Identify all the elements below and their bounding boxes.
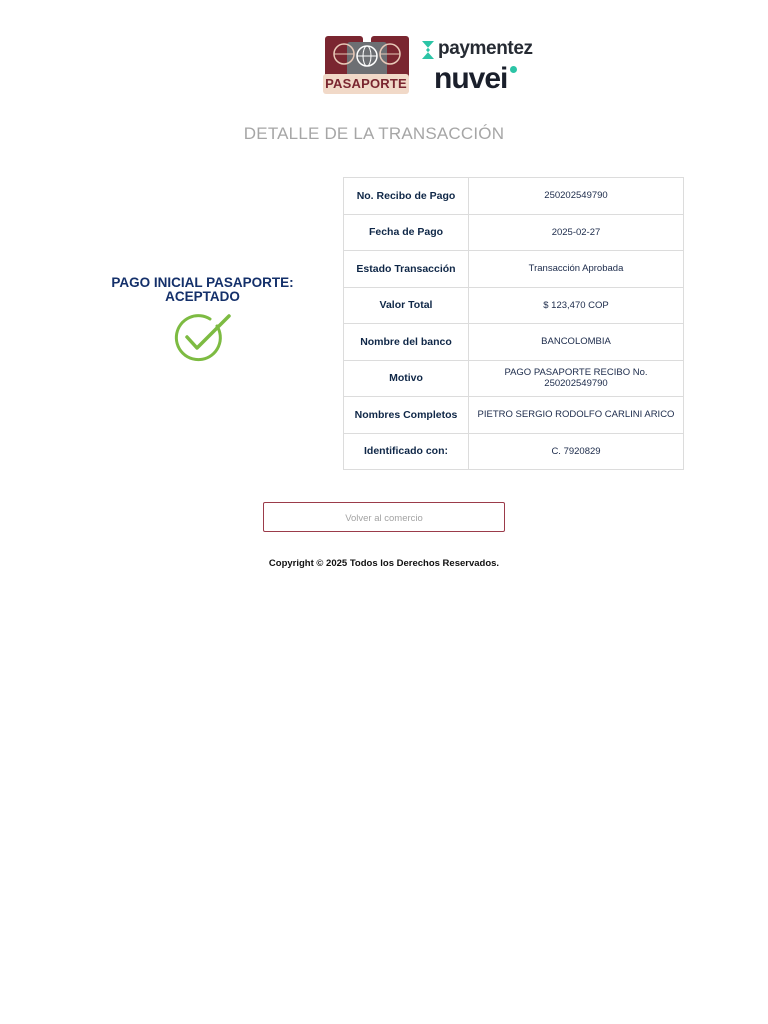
- detail-value: 2025-02-27: [469, 214, 684, 251]
- table-row: [344, 324, 684, 361]
- detail-label: No. Recibo de Pago: [344, 178, 469, 215]
- table-row: [344, 178, 684, 215]
- status-title: PAGO INICIAL PASAPORTE:: [111, 275, 294, 290]
- detail-value: PIETRO SERGIO RODOLFO CARLINI ARICO: [469, 397, 684, 434]
- detail-label: Estado Transacción: [344, 251, 469, 288]
- detail-value: C. 7920829: [469, 433, 684, 470]
- table-row: [344, 360, 684, 397]
- transaction-details-table: [343, 177, 684, 470]
- detail-value: Transacción Aprobada: [469, 251, 684, 288]
- detail-label: Fecha de Pago: [344, 214, 469, 251]
- detail-label: Valor Total: [344, 287, 469, 324]
- table-row: [344, 287, 684, 324]
- pasaporte-logo-text: PASAPORTE: [323, 74, 409, 94]
- status-result: ACEPTADO: [165, 289, 240, 304]
- paymentez-logo-text: paymentez: [438, 38, 533, 59]
- copyright-footer: Copyright © 2025 Todos los Derechos Reservados.: [268, 558, 500, 569]
- logos-header: [320, 30, 542, 106]
- nuvei-dot-icon: [510, 66, 517, 73]
- back-to-merchant-button[interactable]: Volver al comercio: [263, 502, 505, 532]
- table-row: [344, 397, 684, 434]
- page-title: DETALLE DE LA TRANSACCIÓN: [243, 124, 505, 143]
- table-row: [344, 214, 684, 251]
- detail-value: PAGO PASAPORTE RECIBO No. 250202549790: [469, 360, 684, 397]
- table-row: [344, 251, 684, 288]
- transaction-details-body: [344, 178, 684, 470]
- paymentez-mark-icon: [422, 41, 434, 59]
- check-circle-icon: [173, 312, 233, 362]
- detail-value: $ 123,470 COP: [469, 287, 684, 324]
- nuvei-logo-text: nuvei: [434, 62, 508, 95]
- table-row: [344, 433, 684, 470]
- detail-label: Nombres Completos: [344, 397, 469, 434]
- detail-label: Motivo: [344, 360, 469, 397]
- detail-value: 250202549790: [469, 178, 684, 215]
- detail-value: BANCOLOMBIA: [469, 324, 684, 361]
- detail-label: Identificado con:: [344, 433, 469, 470]
- detail-label: Nombre del banco: [344, 324, 469, 361]
- status-block: [100, 276, 305, 362]
